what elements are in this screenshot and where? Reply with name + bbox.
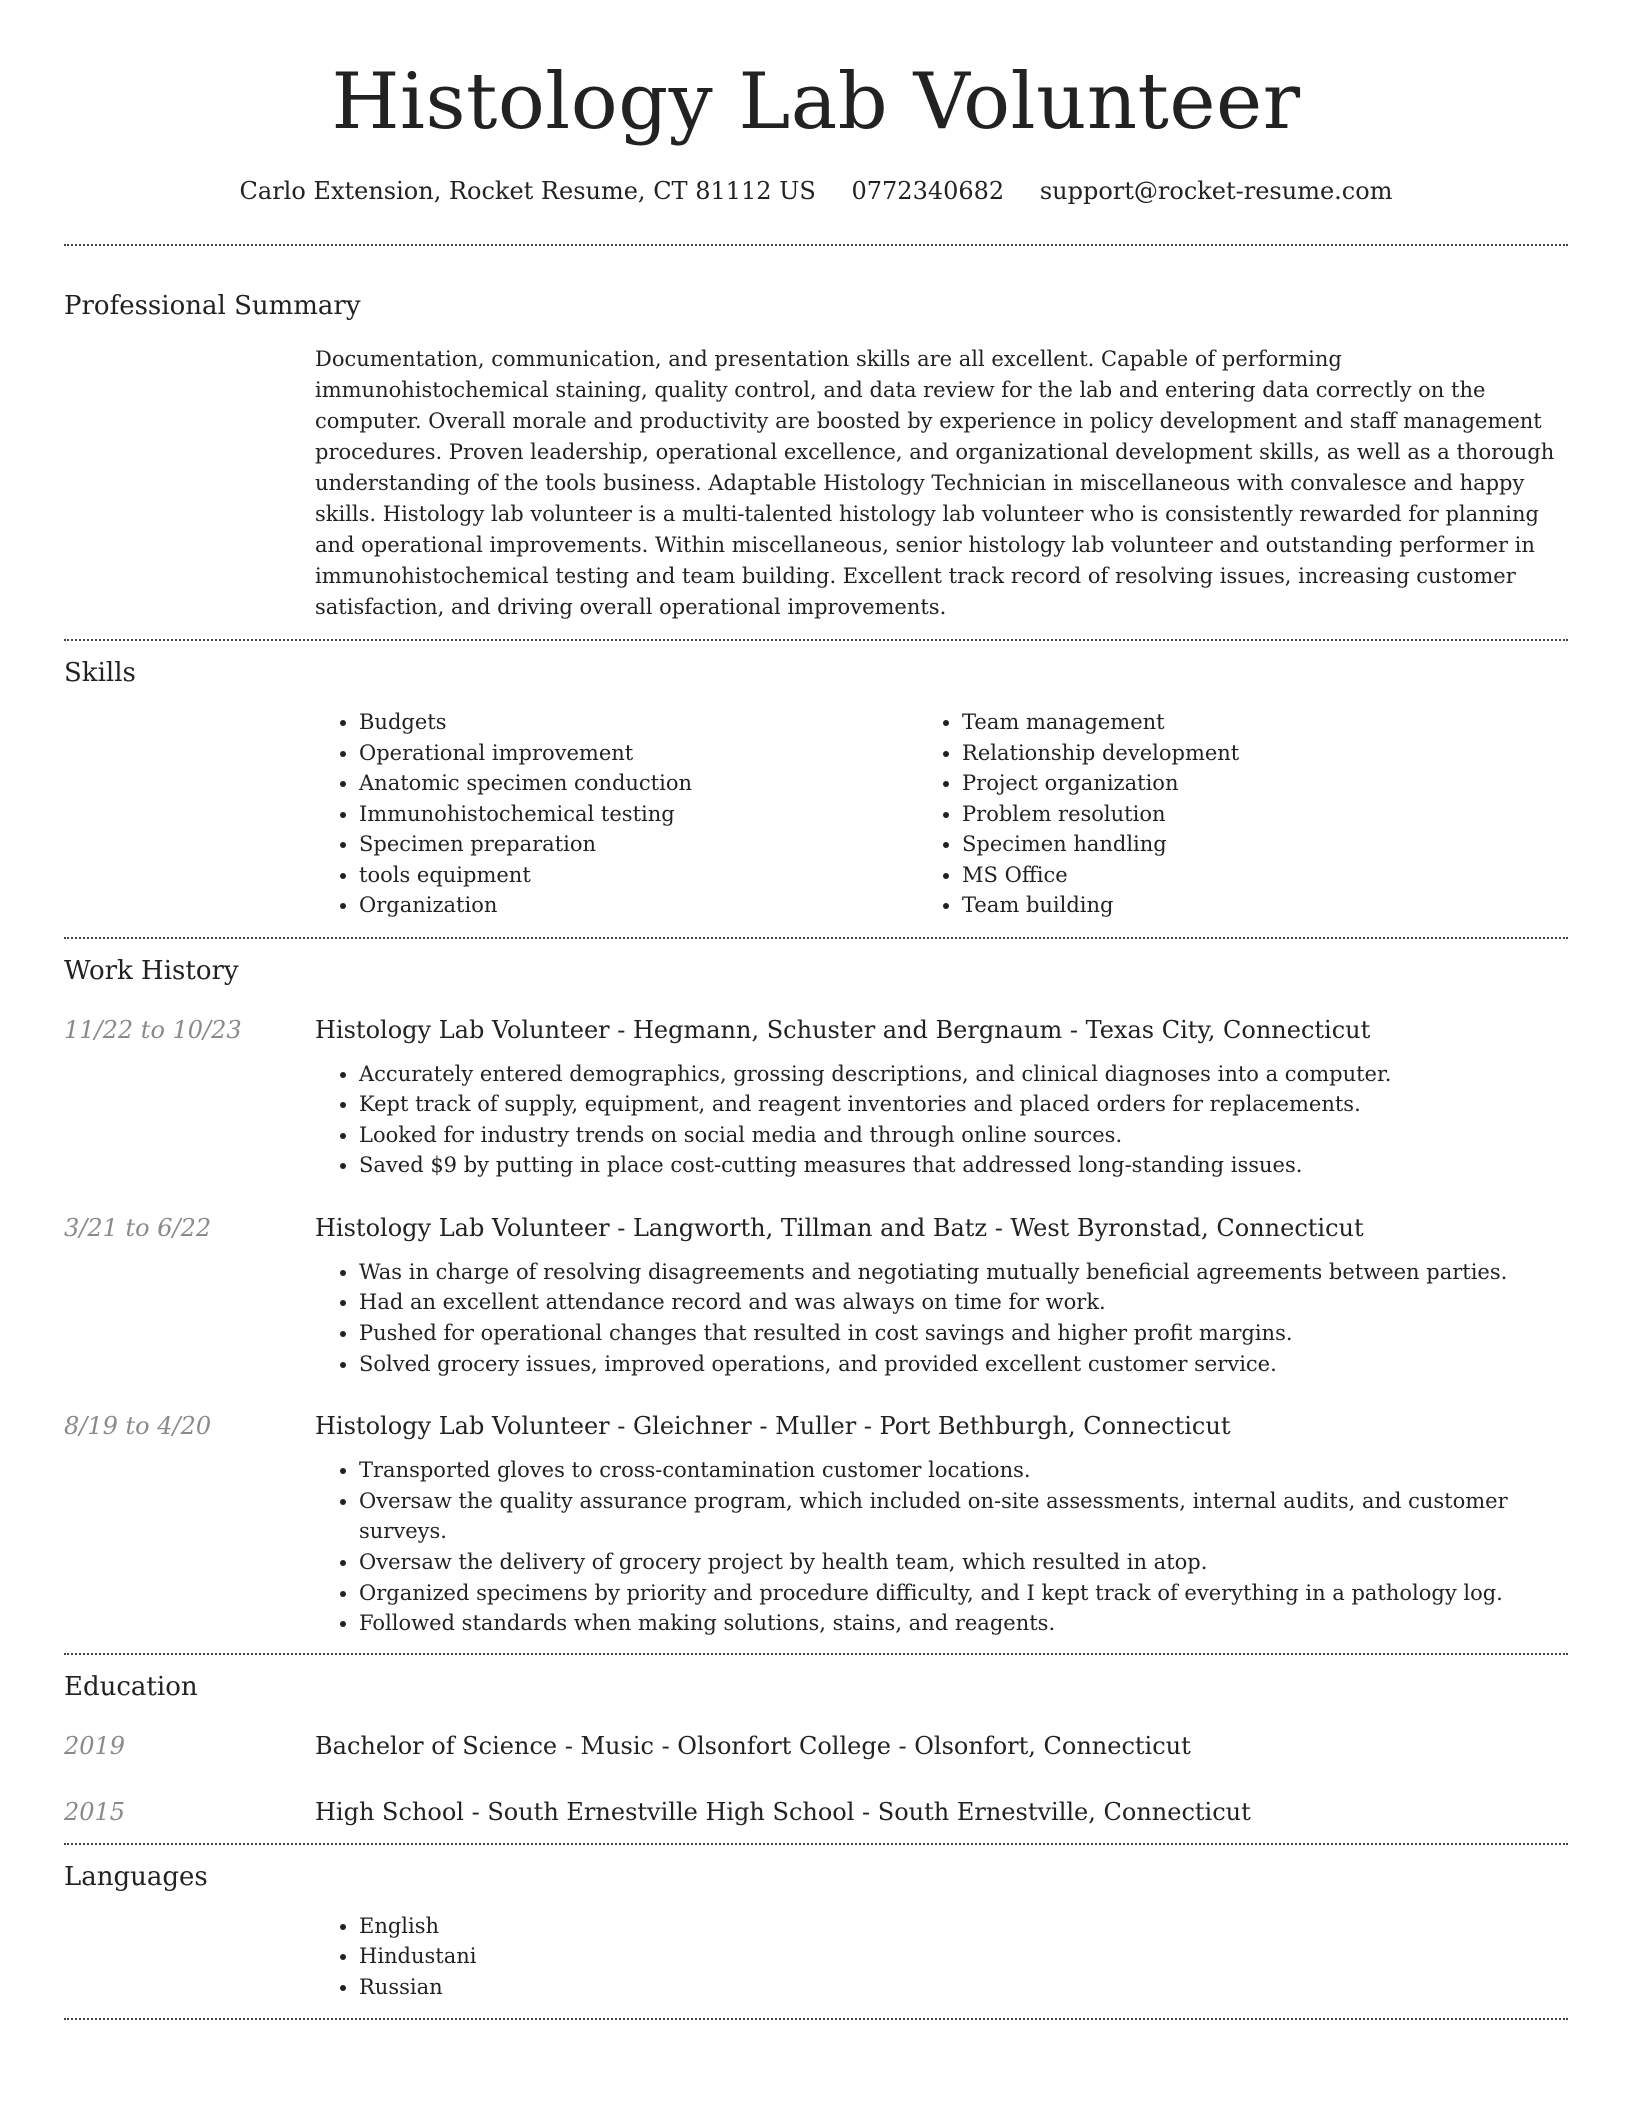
education-entry (64, 1795, 1568, 1843)
education-entry (64, 1729, 1568, 1763)
section-divider (64, 244, 1568, 246)
section-divider (64, 2018, 1568, 2020)
section-divider (64, 1843, 1568, 1845)
education-year: 2015 (64, 1797, 126, 1826)
job-bullet: • Was in charge of resolving disagreements and negotiating mutually beneficial agreements between parties. (359, 1257, 1568, 1288)
skill-item: • tools equipment (359, 860, 918, 891)
summary-text: Documentation, communication, and presentation skills are all excellent. Capable of performing immunohistochemical staining, quality control, and data review for the lab and entering data correctly on the computer. Overall morale and productivity are boosted by experience in policy development and staff management procedures. Proven leadership, operational excellence, and organizational development skills, as well as a thorough understanding of the tools business. Adaptable Histology Technician in miscellaneous with convalesce and happy skills. Histology lab volunteer is a multi-talented histology lab volunteer who is consistently rewarded for planning and operational improvements. Within miscellaneous, senior histology lab volunteer and outstanding performer in immunohistochemical testing and team building. Excellent track record of resolving issues, increasing customer satisfaction, and driving overall operational improvements. (315, 347, 1555, 619)
contact-phone: 0772340682 (851, 177, 1005, 205)
resume-name: Histology Lab Volunteer (331, 57, 1301, 147)
skill-item: • Organization (359, 890, 918, 921)
job-bullet: • Saved $9 by putting in place cost-cutting measures that addressed long-standing issues. (359, 1150, 1568, 1181)
job-employer: - Hegmann, Schuster and Bergnaum - Texas City, Connecticut (609, 1015, 1371, 1044)
skill-item: • Immunohistochemical testing (359, 799, 918, 830)
skill-item: • Anatomic specimen conduction (359, 768, 918, 799)
job-entry (64, 1409, 1568, 1653)
job-dates: 8/19 to 4/20 (64, 1412, 212, 1441)
job-dates: 11/22 to 10/23 (64, 1015, 242, 1044)
education-degree: High School (315, 1797, 464, 1826)
education-school: - South Ernestville High School - South Ernestville, Connecticut (463, 1797, 1251, 1826)
section-divider (64, 937, 1568, 939)
skill-item: • Team building (962, 890, 1568, 921)
education-degree: Bachelor of Science - Music (315, 1731, 654, 1760)
skill-item: • Specimen handling (962, 829, 1568, 860)
job-bullet: • Accurately entered demographics, grossing descriptions, and clinical diagnoses into a computer. (359, 1059, 1568, 1090)
job-role: Histology Lab Volunteer (315, 1412, 610, 1441)
skill-item: • Specimen preparation (359, 829, 918, 860)
skill-item: • Budgets (359, 707, 918, 738)
work-history-heading: Work History (64, 955, 239, 986)
skill-item: • MS Office (962, 860, 1568, 891)
skill-item: • Project organization (962, 768, 1568, 799)
job-employer: - Gleichner - Muller - Port Bethburgh, Connecticut (609, 1412, 1231, 1441)
section-divider (64, 1653, 1568, 1655)
job-heading (315, 1211, 1568, 1245)
education-year: 2019 (64, 1731, 126, 1760)
job-employer: - Langworth, Tillman and Batz - West Byronstad, Connecticut (609, 1213, 1364, 1242)
job-bullet: • Had an excellent attendance record and was always on time for work. (359, 1287, 1568, 1318)
skills-heading: Skills (64, 658, 136, 688)
resume-page (64, 0, 1568, 2020)
language-item: • Russian (359, 1972, 1568, 2003)
education-detail (315, 1795, 1251, 1829)
job-dates: 3/21 to 6/22 (64, 1213, 212, 1242)
job-bullet: • Oversaw the delivery of grocery project by health team, which resulted in atop. (359, 1547, 1568, 1578)
contact-email: support@rocket-resume.com (1039, 177, 1393, 205)
contact-address: Carlo Extension, Rocket Resume, CT 81112 US (239, 177, 816, 205)
education-school: - Olsonfort College - Olsonfort, Connecticut (653, 1731, 1191, 1760)
job-role: Histology Lab Volunteer (315, 1015, 610, 1044)
job-heading (315, 1013, 1568, 1047)
language-item: • English (359, 1911, 1568, 1942)
job-bullet: • Looked for industry trends on social media and through online sources. (359, 1120, 1568, 1151)
skill-item: • Relationship development (962, 738, 1568, 769)
job-bullets (315, 1257, 1568, 1379)
job-role: Histology Lab Volunteer (315, 1213, 610, 1242)
skills-list (315, 707, 1568, 937)
summary-heading: Professional Summary (64, 291, 361, 321)
job-bullet: • Organized specimens by priority and procedure difficulty, and I kept track of everything in a pathology log. (359, 1578, 1568, 1609)
job-body (315, 1409, 1568, 1639)
education-heading: Education (64, 1671, 198, 1702)
job-bullet: • Oversaw the quality assurance program, which included on-site assessments, internal audits, and customer surveys. (359, 1486, 1568, 1547)
section-divider (64, 639, 1568, 641)
job-bullet: • Kept track of supply, equipment, and reagent inventories and placed orders for replacements. (359, 1089, 1568, 1120)
languages-items (315, 1911, 1568, 2003)
languages-list (315, 1911, 1568, 2019)
skill-item: • Operational improvement (359, 738, 918, 769)
job-bullet: • Followed standards when making solutions, stains, and reagents. (359, 1608, 1568, 1639)
skills-column-1 (315, 707, 918, 921)
job-bullets (315, 1455, 1568, 1639)
job-bullets (315, 1059, 1568, 1181)
job-entry (64, 1211, 1568, 1379)
job-body (315, 1211, 1568, 1379)
contact-line (64, 174, 1568, 208)
skills-column-2 (918, 707, 1568, 921)
job-bullet: • Transported gloves to cross-contamination customer locations. (359, 1455, 1568, 1486)
languages-heading: Languages (64, 1861, 208, 1892)
language-item: • Hindustani (359, 1941, 1568, 1972)
job-body (315, 1013, 1568, 1181)
job-bullet: • Solved grocery issues, improved operations, and provided excellent customer service. (359, 1349, 1568, 1380)
skill-item: • Team management (962, 707, 1568, 738)
job-entry (64, 1013, 1568, 1181)
job-heading (315, 1409, 1568, 1443)
job-bullet: • Pushed for operational changes that resulted in cost savings and higher profit margins. (359, 1318, 1568, 1349)
skill-item: • Problem resolution (962, 799, 1568, 830)
education-detail (315, 1729, 1191, 1763)
